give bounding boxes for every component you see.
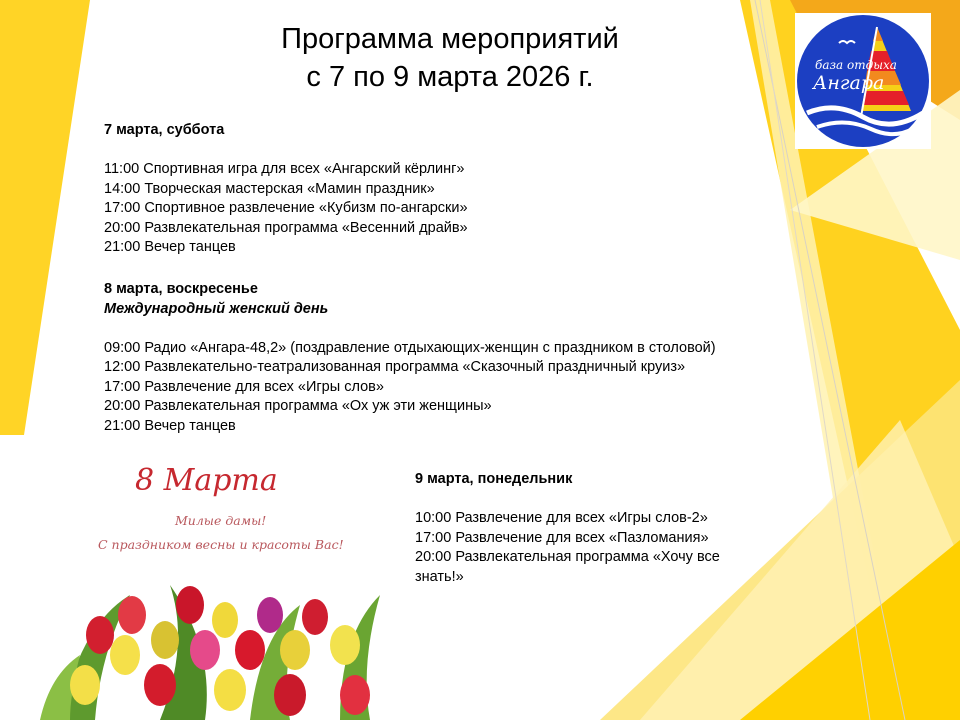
day2-heading: 8 марта, воскресенье: [104, 281, 258, 297]
day1-heading: 7 марта, суббота: [104, 122, 225, 138]
title-line-1: Программа мероприятий: [281, 23, 619, 55]
logo-name: Ангара: [813, 72, 885, 94]
greeting-card: [40, 455, 385, 720]
greeting-line-2: С праздником весны и красоты Вас!: [98, 537, 344, 552]
day3-event: 17:00 Развлечение для всех «Пазломания»: [415, 529, 709, 546]
day3-event: 20:00 Развлекательная программа «Хочу все знать!»: [415, 549, 720, 585]
title-line-2: с 7 по 9 марта 2026 г.: [306, 61, 594, 93]
day3-schedule: [415, 470, 730, 587]
day2-event: 12:00 Развлекательно-театрализованная программа «Сказочный праздничный круиз»: [104, 359, 686, 375]
day1-event: 17:00 Спортивное развлечение «Кубизм по-ангарски»: [104, 200, 468, 216]
tulip-bouquet-image: [40, 555, 385, 720]
day1-event: 11:00 Спортивная игра для всех «Ангарский кёрлинг»: [104, 161, 465, 177]
greeting-line-1: Милые дамы!: [175, 513, 267, 528]
logo-top-text: база отдыха: [815, 58, 897, 72]
day1-schedule: [104, 121, 468, 258]
day3-heading: 9 марта, понедельник: [415, 471, 573, 487]
greeting-title: 8 Марта: [135, 463, 278, 498]
day1-event: 14:00 Творческая мастерская «Мамин праздник»: [104, 180, 435, 197]
day3-event: 10:00 Развлечение для всех «Игры слов-2»: [415, 510, 708, 526]
page-title: [230, 20, 670, 96]
day2-subheading: Международный женский день: [104, 300, 329, 317]
day1-event: 21:00 Вечер танцев: [104, 239, 236, 255]
day2-event: 09:00 Радио «Ангара-48,2» (поздравление отдыхающих-женщин с праздником в столовой): [104, 339, 716, 356]
day2-event: 17:00 Развлечение для всех «Игры слов»: [104, 378, 384, 395]
angara-logo: [795, 13, 931, 149]
day2-schedule: [104, 280, 716, 436]
left-yellow-band: [0, 0, 90, 435]
tulips: [70, 586, 370, 716]
day2-event: 20:00 Развлекательная программа «Ох уж эти женщины»: [104, 398, 492, 414]
day1-event: 20:00 Развлекательная программа «Весенний драйв»: [104, 219, 468, 236]
day2-event: 21:00 Вечер танцев: [104, 417, 236, 434]
